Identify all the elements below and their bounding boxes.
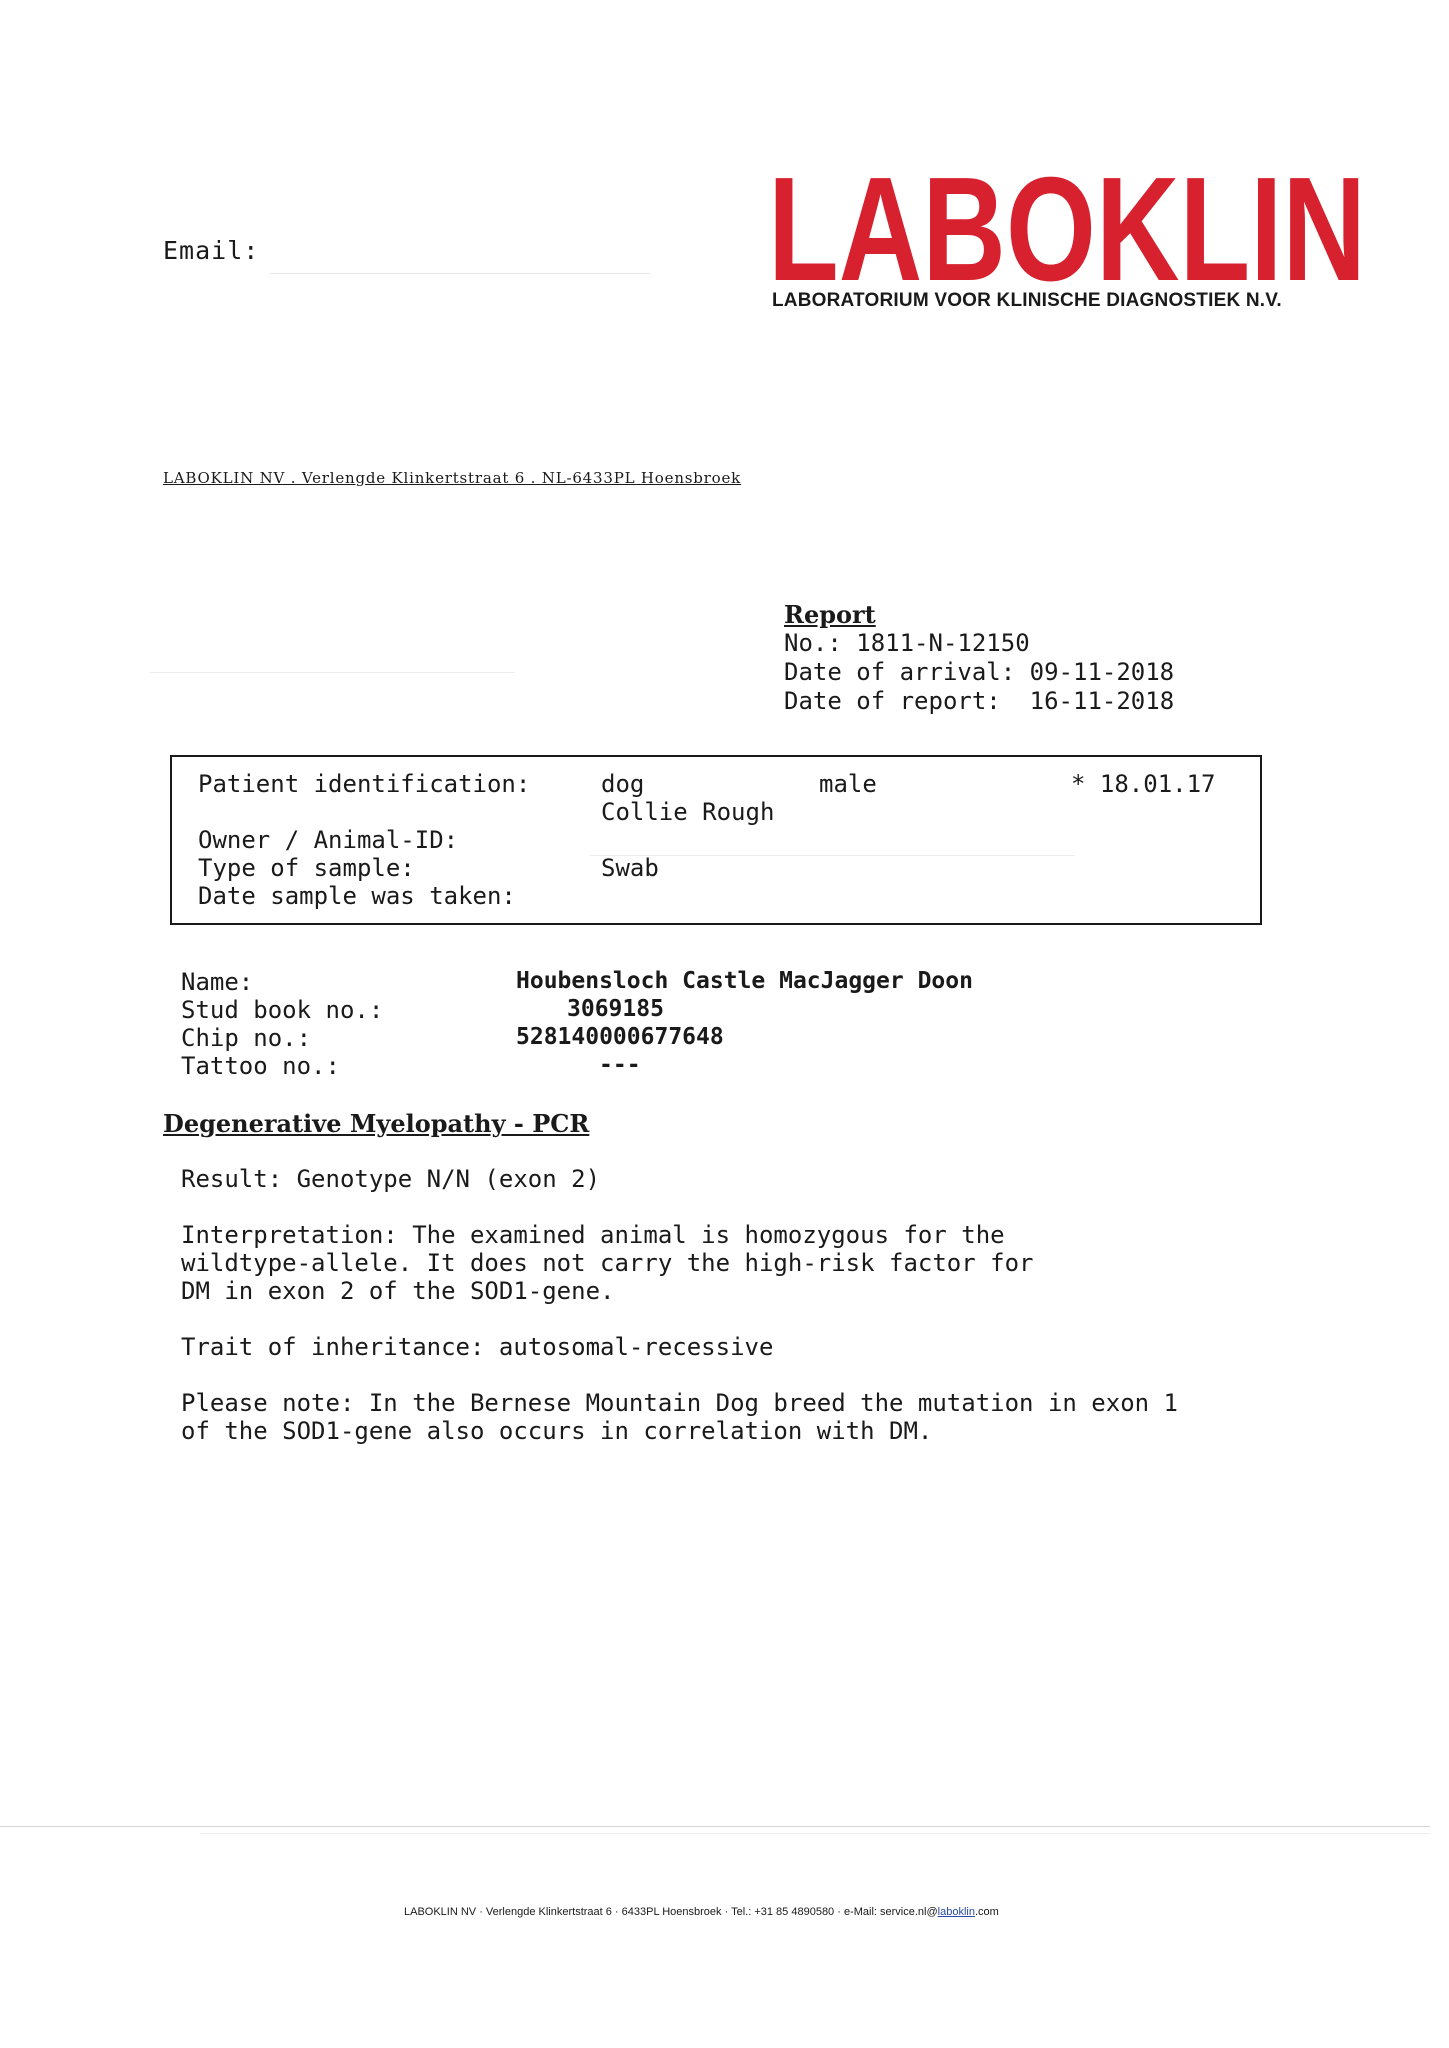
sample-type: Swab [601, 854, 659, 882]
interpretation-line-1: Interpretation: The examined animal is homozygous for the [181, 1221, 1005, 1249]
patient-species: dog [601, 770, 645, 798]
tattoo-number: --- [599, 1052, 641, 1078]
note-line-2: of the SOD1-gene also occurs in correlation with DM. [181, 1417, 933, 1445]
report-date-label: Date of report: [784, 687, 1001, 715]
email-label: Email: [163, 236, 260, 265]
chip-number: 528140000677648 [516, 1024, 724, 1050]
email-field-line [270, 273, 650, 274]
chip-label: Chip no.: [181, 1024, 312, 1052]
interpretation-line-3: DM in exon 2 of the SOD1-gene. [181, 1277, 615, 1305]
report-number: 1811-N-12150 [856, 629, 1030, 657]
sender-address: LABOKLIN NV . Verlengde Klinkertstraat 6 . NL-6433PL Hoensbroek [163, 469, 742, 487]
footer-divider [0, 1826, 1430, 1827]
patient-identification-box [170, 755, 1262, 925]
name-label: Name: [181, 968, 254, 996]
footer-email-domain[interactable]: laboklin [937, 1906, 975, 1918]
test-title: Degenerative Myelopathy - PCR [163, 1109, 590, 1138]
patient-identification-label: Patient identification: [198, 770, 531, 798]
footer-email-tld: .com [974, 1906, 999, 1918]
report-number-row [784, 629, 1174, 658]
report-title: Report [784, 600, 876, 629]
arrival-date-label: Date of arrival: [784, 658, 1016, 686]
animal-name: Houbensloch Castle MacJagger Doon [516, 968, 973, 994]
tattoo-label: Tattoo no.: [181, 1052, 340, 1080]
inheritance-text: Trait of inheritance: autosomal-recessive [181, 1333, 774, 1361]
patient-sex: male [819, 770, 877, 798]
report-date: 16-11-2018 [1029, 687, 1175, 715]
owner-animal-id-label: Owner / Animal-ID: [198, 826, 459, 854]
report-info [784, 600, 1174, 716]
note-line-1: Please note: In the Bernese Mountain Dog breed the mutation in exon 1 [181, 1389, 1178, 1417]
logo-text: LABOKLIN [768, 172, 1366, 288]
stud-book-label: Stud book no.: [181, 996, 384, 1024]
scan-line [150, 672, 515, 673]
sample-type-label: Type of sample: [198, 854, 415, 882]
interpretation-line-2: wildtype-allele. It does not carry the high-risk factor for [181, 1249, 1034, 1277]
footer-address-text: LABOKLIN NV · Verlengde Klinkertstraat 6 · 6433PL Hoensbroek · Tel.: +31 85 4890580 · e-Mail: service.nl@ [404, 1906, 938, 1918]
stud-book-number: 3069185 [567, 996, 664, 1022]
footer-address [404, 1906, 999, 1918]
sample-date-label: Date sample was taken: [198, 882, 516, 910]
report-number-label: No.: [784, 629, 842, 657]
patient-birth-date: * 18.01.17 [1071, 770, 1216, 798]
result-text: Result: Genotype N/N (exon 2) [181, 1165, 601, 1193]
patient-breed: Collie Rough [601, 798, 775, 826]
arrival-date-row [784, 658, 1174, 687]
footer-divider-faint [200, 1833, 1430, 1834]
arrival-date: 09-11-2018 [1029, 658, 1175, 686]
laboklin-logo [768, 172, 1368, 288]
logo-tagline: LABORATORIUM VOOR KLINISCHE DIAGNOSTIEK N.V. [772, 290, 1282, 311]
report-date-row [784, 687, 1174, 716]
